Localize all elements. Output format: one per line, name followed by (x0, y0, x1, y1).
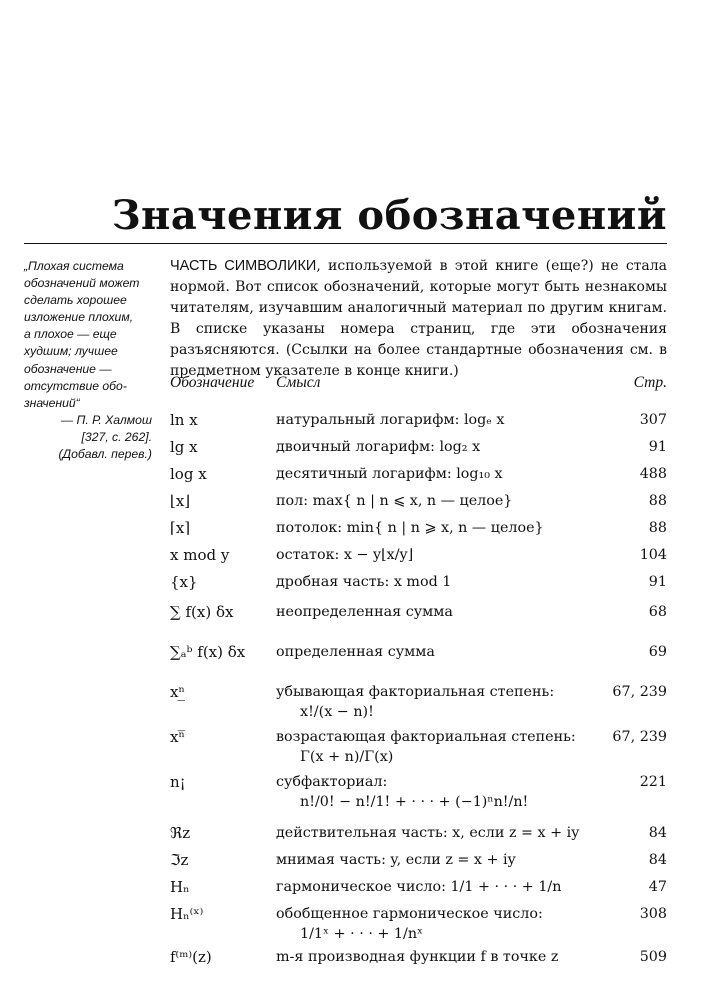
row-page: 47 (648, 879, 667, 895)
row-symbol: x mod y (170, 546, 230, 564)
row-meaning (276, 904, 646, 944)
notation-table (170, 374, 667, 977)
row-meaning-text: обобщенное гармоническое число: (276, 906, 543, 922)
row-page: 88 (648, 493, 667, 509)
row-meaning-text: m-я производная функции f в точке z (276, 949, 559, 965)
row-symbol: xⁿ̲ (170, 683, 185, 701)
intro-paragraph (170, 256, 667, 382)
table-row (170, 491, 667, 518)
row-formula: n!/0! − n!/1! + · · · + (−1)ⁿn!/n! (300, 794, 529, 810)
row-symbol: lg x (170, 438, 198, 456)
intro-text: , используемой в этой книге (еще?) не стала нормой. Вот список обозначений, которые могут быть незнакомы читателям, изучавшим аналогичный материал по другим книгам. В списке указаны номера страниц, где эти обозначения разъясняются. (Ссылки на более стандартные обозначения см. в предметном указателе в конце книги.) (170, 258, 668, 379)
row-symbol: n¡ (170, 773, 186, 791)
row-meaning-text: неопределенная сумма (276, 604, 453, 620)
row-symbol: {x} (170, 573, 198, 591)
row-meaning (276, 772, 646, 812)
row-page: 488 (639, 466, 667, 482)
table-row (170, 464, 667, 491)
epigraph-line: обозначение — (24, 361, 112, 376)
row-meaning-text: двоичный логарифм: log₂ x (276, 439, 481, 455)
table-row (170, 682, 667, 727)
table-row (170, 877, 667, 904)
header-page: Стр. (633, 374, 667, 391)
row-symbol: ℜz (170, 824, 191, 842)
epigraph-attribution: (Добавл. перев.) (58, 447, 152, 462)
row-symbol: ⌊x⌋ (170, 492, 191, 510)
row-meaning-text: десятичный логарифм: log₁₀ x (276, 466, 503, 482)
page-title: Значения обозначений (111, 192, 667, 239)
row-meaning (276, 877, 646, 897)
row-meaning (276, 410, 646, 430)
row-symbol: Hₙ⁽ˣ⁾ (170, 905, 204, 923)
table-row (170, 904, 667, 947)
epigraph-line: а плохое — еще (24, 327, 117, 342)
row-meaning-text: остаток: x − y⌊x/y⌋ (276, 547, 414, 563)
epigraph-line: значений“ (24, 395, 80, 410)
row-formula: Γ(x + n)/Γ(x) (300, 749, 394, 765)
row-symbol: xⁿ̅ (170, 728, 185, 746)
row-meaning (276, 642, 646, 662)
row-meaning-text: субфакториал: (276, 774, 388, 790)
row-meaning-text: дробная часть: x mod 1 (276, 574, 452, 590)
epigraph-line: „Плохая система (24, 259, 124, 273)
row-page: 67, 239 (612, 729, 667, 745)
epigraph-line: изложение плохим, (24, 310, 134, 325)
row-page: 307 (639, 412, 667, 428)
row-meaning (276, 850, 646, 870)
table-row (170, 772, 667, 823)
table-row (170, 823, 667, 850)
row-meaning (276, 823, 646, 843)
epigraph-line: обозначений может (24, 276, 140, 291)
row-meaning-text: определенная сумма (276, 644, 435, 660)
row-page: 509 (639, 949, 667, 965)
row-formula: x!/(x − n)! (300, 704, 374, 720)
row-meaning (276, 491, 646, 511)
table-row (170, 642, 667, 682)
row-meaning (276, 464, 646, 484)
row-page: 69 (648, 644, 667, 660)
row-meaning-text: пол: max{ n | n ⩽ x, n — целое} (276, 493, 513, 509)
row-meaning-text: натуральный логарифм: logₑ x (276, 412, 505, 428)
row-page: 221 (639, 774, 667, 790)
row-symbol: Hₙ (170, 878, 190, 896)
row-meaning-text: гармоническое число: 1/1 + · · · + 1/n (276, 879, 562, 895)
row-meaning (276, 545, 646, 565)
row-page: 104 (639, 547, 667, 563)
row-meaning (276, 572, 646, 592)
row-formula: 1/1ˣ + · · · + 1/nˣ (300, 926, 424, 942)
row-page: 68 (648, 604, 667, 620)
row-symbol: ln x (170, 411, 198, 429)
row-symbol: ⌈x⌉ (170, 519, 191, 537)
row-symbol: ∑ₐᵇ f(x) δx (170, 643, 246, 661)
row-meaning (276, 602, 646, 622)
row-symbol: ∑ f(x) δx (170, 603, 234, 621)
table-row (170, 437, 667, 464)
row-meaning (276, 518, 646, 538)
table-row (170, 602, 667, 642)
row-meaning-text: действительная часть: x, если z = x + iy (276, 825, 580, 841)
epigraph (24, 258, 152, 463)
row-meaning (276, 947, 646, 967)
table-header (170, 374, 667, 410)
row-page: 84 (648, 852, 667, 868)
table-row (170, 410, 667, 437)
row-meaning-text: возрастающая факториальная степень: (276, 729, 576, 745)
header-meaning: Смысл (276, 374, 321, 391)
table-row (170, 947, 667, 977)
intro-lead: ЧАСТЬ СИМВОЛИКИ (170, 258, 317, 274)
row-meaning-text: мнимая часть: y, если z = x + iy (276, 852, 516, 868)
epigraph-attribution: [327, с. 262]. (81, 429, 152, 444)
header-symbol: Обозначение (170, 374, 255, 391)
epigraph-line: сделать хорошее (24, 293, 127, 308)
row-symbol: f⁽ᵐ⁾(z) (170, 948, 212, 966)
table-row (170, 850, 667, 877)
row-page: 88 (648, 520, 667, 536)
epigraph-line: отсутствие обо- (24, 378, 127, 393)
row-meaning (276, 682, 646, 722)
table-body (170, 410, 667, 977)
row-meaning-text: потолок: min{ n | n ⩾ x, n — целое} (276, 520, 544, 536)
row-symbol: log x (170, 465, 207, 483)
row-meaning (276, 727, 646, 767)
title-rule (24, 243, 667, 244)
table-row (170, 518, 667, 545)
epigraph-attribution: — П. Р. Халмош (60, 412, 152, 427)
row-page: 91 (648, 574, 667, 590)
epigraph-line: худшим; лучшее (24, 344, 118, 359)
row-meaning (276, 437, 646, 457)
row-page: 91 (648, 439, 667, 455)
table-row (170, 572, 667, 602)
table-row (170, 727, 667, 772)
table-row (170, 545, 667, 572)
row-page: 67, 239 (612, 684, 667, 700)
row-meaning-text: убывающая факториальная степень: (276, 684, 555, 700)
row-page: 308 (639, 906, 667, 922)
row-symbol: ℑz (170, 851, 189, 869)
row-page: 84 (648, 825, 667, 841)
